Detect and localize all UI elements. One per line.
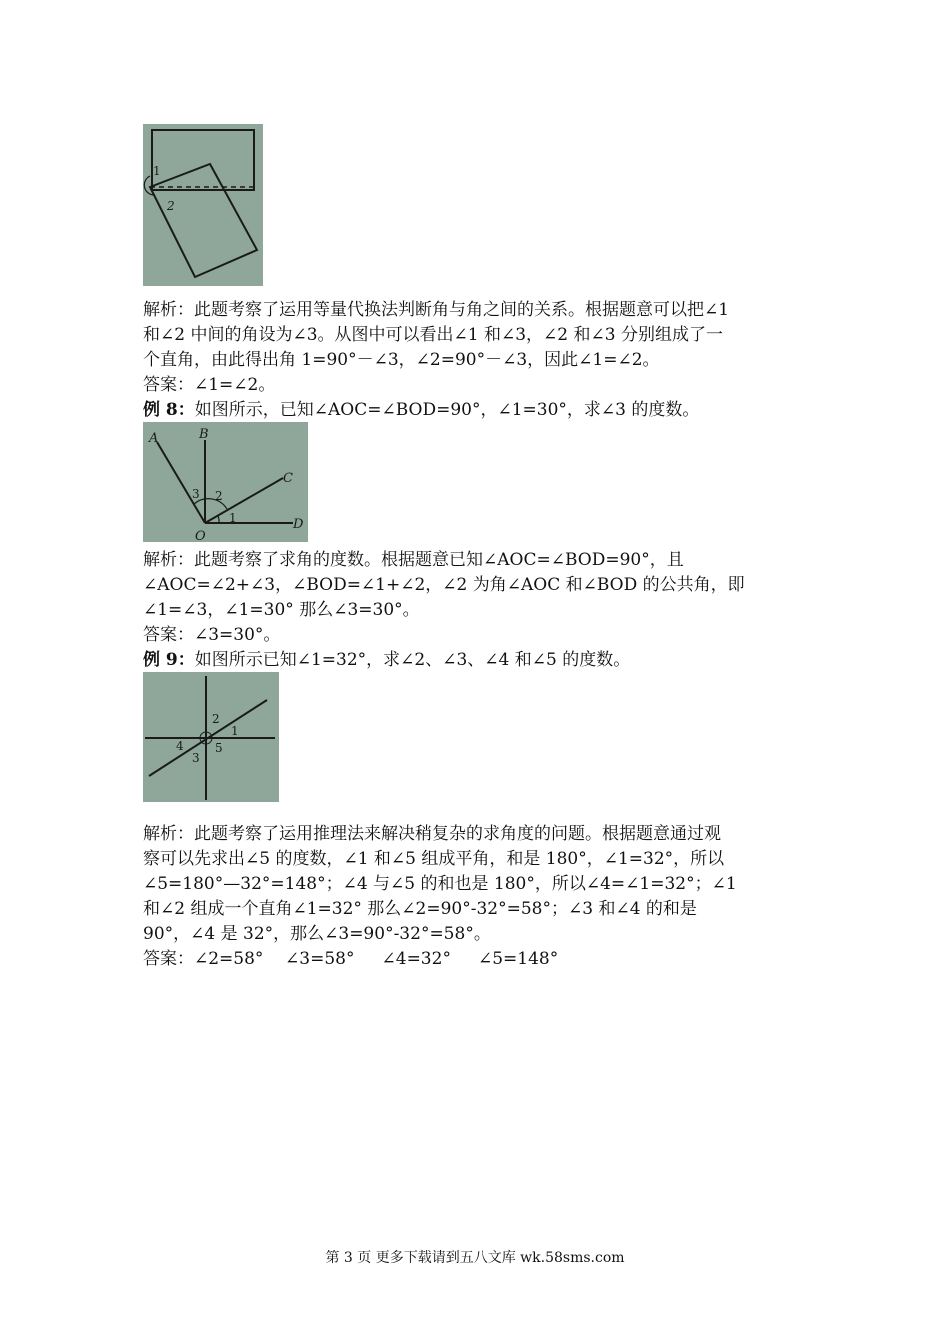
fig2-label-B: B (199, 427, 209, 442)
block1-analysis-line: 个直角，由此得出角 1=90°－∠3，∠2=90°－∠3，因此∠1=∠2。 (143, 350, 660, 370)
fig1-label-2: 2 (167, 199, 175, 213)
figure-angles-aocd (143, 422, 308, 542)
fig3-label-5: 5 (215, 741, 223, 755)
block1-analysis-line: 和∠2 中间的角设为∠3。从图中可以看出∠1 和∠3，∠2 和∠3 分别组成了一 (143, 325, 723, 345)
fig2-label-D: D (293, 517, 304, 532)
example9-analysis-line: 解析：此题考察了运用推理法来解决稍复杂的求角度的问题。根据题意通过观 (143, 824, 721, 844)
fig2-label-1: 1 (229, 511, 237, 525)
fig3-label-1: 1 (231, 724, 239, 738)
fig3-label-4: 4 (176, 739, 184, 753)
block1 (143, 298, 833, 423)
block3 (143, 822, 833, 972)
fig1-label-1: 1 (153, 164, 161, 178)
fig2-label-C: C (283, 471, 293, 486)
example9-label: 例 9： (143, 650, 195, 670)
block1-answer: 答案：∠1=∠2。 (143, 375, 276, 395)
example8-analysis-line: ∠AOC=∠2+∠3，∠BOD=∠1+∠2，∠2 为角∠AOC 和∠BOD 的公共角，即 (143, 575, 745, 595)
fig2-label-A: A (149, 431, 159, 446)
figure-intersecting-lines (143, 672, 279, 802)
example9-analysis-line: ∠5=180°—32°=148°；∠4 与∠5 的和也是 180°，所以∠4=∠1=32°；∠1 (143, 874, 737, 894)
fig2-label-O: O (195, 529, 206, 542)
example9-question: 例 9：如图所示已知∠1=32°，求∠2、∠3、∠4 和∠5 的度数。 (143, 650, 631, 670)
fig2-label-2: 2 (215, 489, 223, 503)
example8-question: 例 8：如图所示，已知∠AOC=∠BOD=90°，∠1=30°，求∠3 的度数。 (143, 400, 700, 420)
block2 (143, 548, 833, 673)
fig2-label-3: 3 (192, 487, 200, 501)
block1-analysis-line: 解析：此题考察了运用等量代换法判断角与角之间的关系。根据题意可以把∠1 (143, 300, 730, 320)
example9-answer: 答案：∠2=58° ∠3=58° ∠4=32° ∠5=148° (143, 949, 559, 969)
example8-analysis-line: ∠1=∠3，∠1=30° 那么∠3=30°。 (143, 600, 420, 620)
example8-label: 例 8： (143, 400, 195, 420)
fig3-label-3: 3 (192, 751, 200, 765)
page-footer: 第 3 页 更多下载请到五八文库 wk.58sms.com (325, 1250, 625, 1266)
example8-analysis-line: 解析：此题考察了求角的度数。根据题意已知∠AOC=∠BOD=90°，且 (143, 550, 684, 570)
example9-analysis-line: 察可以先求出∠5 的度数，∠1 和∠5 组成平角，和是 180°，∠1=32°，所以 (143, 849, 725, 869)
example8-answer: 答案：∠3=30°。 (143, 625, 281, 645)
example9-analysis-line: 90°，∠4 是 32°，那么∠3=90°-32°=58°。 (143, 924, 491, 944)
fig3-label-2: 2 (212, 712, 220, 726)
figure-rectangles (143, 124, 263, 286)
example9-analysis-line: 和∠2 组成一个直角∠1=32° 那么∠2=90°-32°=58°；∠3 和∠4 的和是 (143, 899, 697, 919)
